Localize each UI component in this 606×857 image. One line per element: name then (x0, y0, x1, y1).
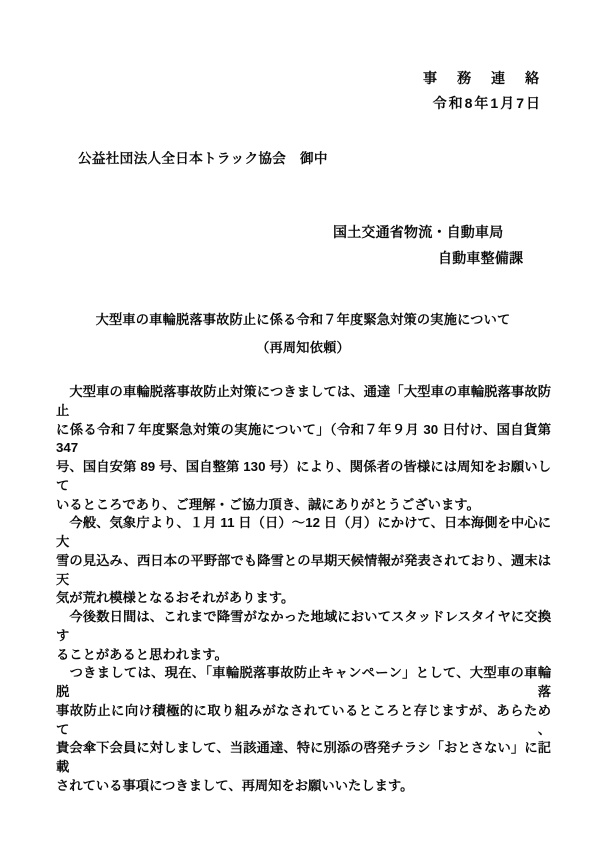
addressee-line: 公益社団法人全日本トラック協会 御中 (78, 151, 328, 166)
body-line: つきましては、現在、「車輪脱落事故防止キャンペーン」として、大型車の車輪脱落 (56, 665, 551, 699)
body-line: に係る令和７年度緊急対策の実施について」（令和７年９月 30 日付け、国自貨第 347 (56, 421, 551, 456)
body-line: されている事項につきまして、再周知をお願いいたします。 (56, 777, 414, 793)
sender-block (333, 219, 523, 271)
doc-type-label: 事 務 連 絡 (423, 70, 542, 86)
sender-dept: 自動車整備課 (438, 250, 524, 266)
doc-title-line2: （再周知依頼） (256, 339, 350, 355)
body-line: 貴会傘下会員に対しまして、当該通達、特に別添の啓発チラシ「おとさない」に記載 (56, 740, 551, 774)
body-line: 気が荒れ模様となるおそれがあります。 (56, 590, 295, 606)
doc-body (56, 383, 551, 796)
body-line: ることがあると思われます。 (56, 646, 228, 662)
doc-header (423, 69, 542, 113)
body-line: 事故防止に向け積極的に取り組みがなされているところと存じますが、あらためて、 (56, 702, 551, 737)
body-line: 雪の見込み、西日本の平野部でも降雪との早期天候情報が発表されており、週末は天 (56, 552, 551, 587)
doc-title-line1: 大型車の車輪脱落事故防止に係る令和７年度緊急対策の実施について (95, 312, 511, 327)
body-line: 今後数日間は、これまで降雪がなかった地域においてスタッドレスタイヤに交換す (56, 609, 551, 643)
sender-org: 国土交通省物流・自動車局 (333, 224, 504, 240)
doc-date: 令和8年1月7日 (432, 95, 542, 111)
body-line: いるところであり、ご理解・ご協力頂き、誠にありがとうございます。 (56, 496, 480, 512)
body-line: 大型車の車輪脱落事故防止対策につきましては、通達「大型車の車輪脱落事故防止 (56, 384, 551, 418)
body-line: 号、国自安第 89 号、国自整第 130 号）により、関係者の皆様には周知をお願いして (56, 459, 551, 493)
doc-title (0, 306, 606, 361)
body-line: 今般、気象庁より、１月 11 日（日）～12 日（月）にかけて、日本海側を中心に大 (56, 515, 551, 549)
